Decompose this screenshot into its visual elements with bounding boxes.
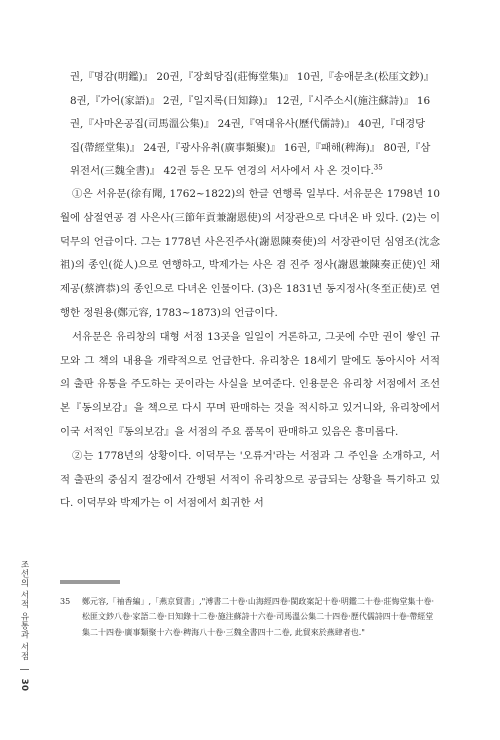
page-number: 30	[19, 678, 29, 692]
footnote-number: 35	[60, 597, 71, 606]
running-head-title: 조선의 서적 유통과 서점	[19, 560, 29, 661]
paragraph: 서유문은 유리창의 대형 서점 13곳을 일일이 거론하고, 그곳에 수만 권이 쌓인 규모와 그 책의 내용을 개략적으로 언급한다. 유리창은 18세기 말에도 동아시아 서적의 출판 유통을 주도하는 곳이라는 사실을 보여준다. 인용문은 유리창 서점에서 조선본『동의보감』을 책으로 다시 꾸며 판매하는 것을 적시하고 있거니와, 유리창에서 이국 서적인『동의보감』을 서점의 주요 품목이 판매하고 있음은 흥미롭다.	[60, 330, 440, 438]
paragraph: ②는 1778년의 상황이다. 이덕무는 '오류거'라는 서점과 그 주인을 소개하고, 서적 출판의 중심지 절강에서 간행된 서적이 유리창으로 공급되는 상황을 특기하고 있다. 이덕무와 박제가는 이 서점에서 희귀한 서	[60, 449, 440, 510]
quote-line: 권,『사마온공집(司馬溫公集)』 24권,『역대유사(歷代儒詩)』 40권,『대경당	[70, 118, 426, 131]
block-quote	[70, 66, 435, 184]
footnote	[60, 594, 440, 640]
quote-line: 권,『명감(明鑑)』 20권,『장회당집(莊悔堂集)』 10권,『송애문초(松厓文鈔)』	[70, 71, 435, 83]
quote-line: 집(帶經堂集)』 24권,『광사유취(廣事類聚)』 16권,『패해(稗海)』 80권,『삼	[70, 141, 431, 154]
footnote-divider	[60, 580, 120, 584]
running-head	[16, 560, 30, 692]
running-head-separator: |	[19, 667, 29, 672]
quote-line-text: 위전서(三魏全書)』 42권 등은 모두 연경의 서사에서 사 온 것이다.	[70, 165, 374, 178]
footnote-text: 鄭元容,「袖香編」,「燕京貿書」,"溥書二十卷·山海經四卷·閩政案記十卷·明鑑二十卷·莊悔堂集十卷·松匪文鈔八卷·家語二卷·日知錄十二卷·施注蘇詩十六卷·司馬溫公集二十四卷·歷代儒詩四十卷·帶經堂集二十四卷·廣事類聚十六卷·稗海八十卷·三魏全書四十二卷, 此貿來於燕肆者也."	[82, 597, 435, 637]
paragraph: ①은 서유문(徐有聞, 1762~1822)의 한글 연행록 일부다. 서유문은 1798년 10월에 삼절연공 겸 사은사(三節年貢兼謝恩使)의 서장관으로 다녀온 바 있다. (2)는 이덕무의 언급이다. 그는 1778년 사은진주사(謝恩陳奏使)의 서장관이던 심염조(沈念祖)의 종인(從人)으로 연행하고, 박제가는 사은 겸 진주 정사(謝恩兼陳奏正使)인 채제공(蔡濟恭)의 종인으로 다녀온 인물이다. (3)은 1831년 동지정사(冬至正使)로 연행한 정원용(鄭元容, 1783~1873)의 언급이다.	[60, 188, 440, 319]
quote-line	[70, 160, 430, 184]
quote-line: 8권,『가어(家語)』 2권,『일지록(日知錄)』 12권,『시주소시(施注蘇詩)』 16	[70, 94, 431, 107]
body-text	[60, 183, 440, 516]
footnote-reference[interactable]: 35	[373, 163, 383, 172]
